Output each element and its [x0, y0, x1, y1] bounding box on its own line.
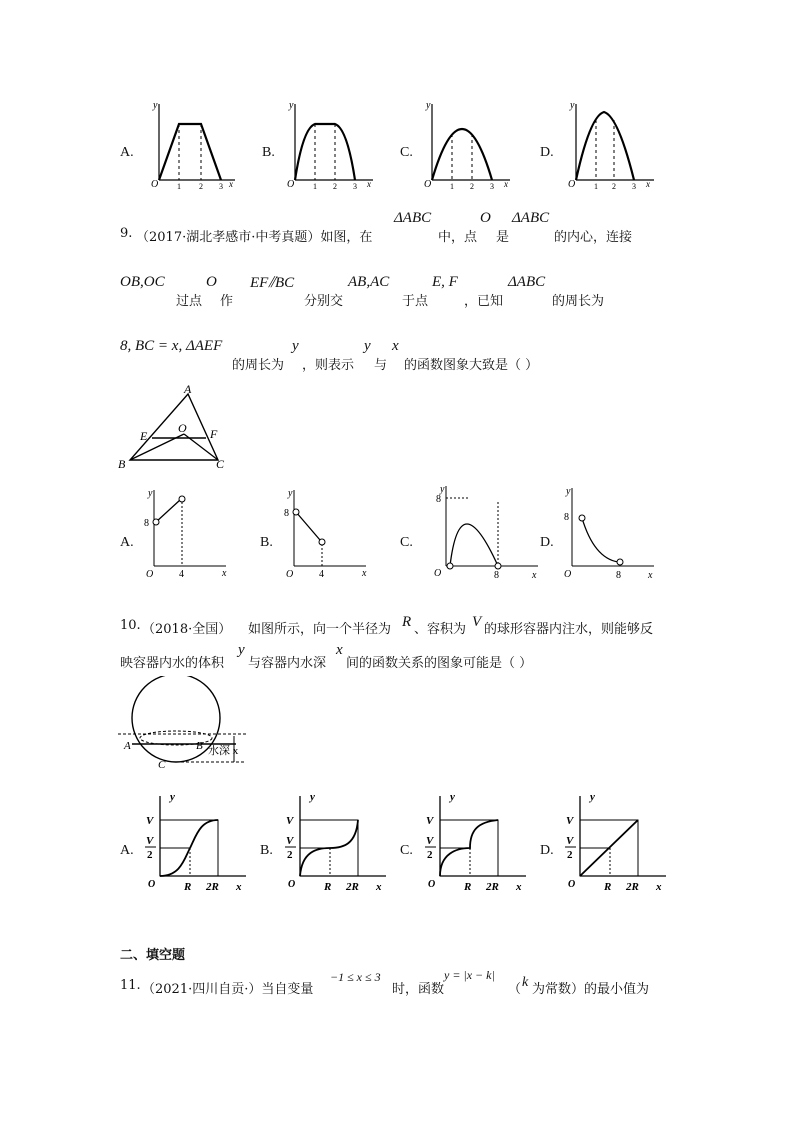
- q9-ob-oc: OB,OC: [120, 274, 165, 290]
- q9-source: （2017·湖北孝感市·中考真题）如图，在: [136, 230, 373, 245]
- q10c-origin-label: O: [428, 879, 436, 890]
- q9-text-tail: 的函数图象大致是（ ）: [404, 358, 539, 373]
- q8a-tick-2: 2: [199, 182, 203, 190]
- q9-text-mid: 中，点: [438, 230, 478, 245]
- section-title: 二、填空题: [120, 948, 186, 963]
- q9-ab-ac: AB,AC: [348, 274, 390, 290]
- q9-points-ef: E, F: [432, 274, 458, 290]
- q10-fig-label-c: C: [158, 759, 166, 770]
- q8-graph-d: [566, 98, 658, 190]
- q10-option-c-label: C.: [400, 843, 413, 858]
- q8c-origin-label: O: [424, 179, 432, 190]
- q10-text-6: 间的函数关系的图象可能是（ ）: [346, 656, 533, 671]
- q8b-tick-2: 2: [333, 182, 337, 190]
- q8d-tick-3: 3: [632, 182, 636, 190]
- q9-fig-label-c: C: [216, 457, 225, 470]
- q10-number: 10.: [120, 618, 141, 633]
- q10b-half-v-den: 2: [287, 849, 293, 861]
- q8b-tick-3: 3: [353, 182, 357, 190]
- q10-graph-a: [142, 790, 252, 894]
- q9-var-y-2: y: [364, 338, 371, 354]
- q11-range: −1 ≤ x ≤ 3: [330, 970, 381, 984]
- q10b-x-label: x: [376, 881, 382, 893]
- q8c-tick-2: 2: [470, 182, 474, 190]
- q10b-r-label: R: [324, 881, 332, 893]
- q8-option-c-label: C.: [400, 145, 413, 160]
- q8b-tick-1: 1: [313, 182, 317, 190]
- q10-text-2: 、容积为: [414, 622, 467, 637]
- q9d-origin-label: O: [564, 569, 572, 580]
- q9-graph-d: [560, 484, 660, 580]
- q10a-half-v-den: 2: [147, 849, 153, 861]
- q10-var-y: y: [238, 642, 245, 658]
- q9-option-c-label: C.: [400, 535, 413, 550]
- q10b-half-v-num: V: [286, 835, 294, 847]
- q10-text-1: 如图所示，向一个半径为: [248, 622, 392, 637]
- q9c-eight-label: 8: [436, 494, 441, 505]
- q8c-tick-3: 3: [490, 182, 494, 190]
- q10a-half-v-num: V: [146, 835, 154, 847]
- q10d-origin-label: O: [568, 879, 576, 890]
- q10c-half-v-den: 2: [427, 849, 433, 861]
- q9-number: 9.: [120, 226, 133, 241]
- q9-option-a-label: A.: [120, 535, 134, 550]
- q9-condition: 8, BC = x, ΔAEF: [120, 338, 223, 354]
- q9c-x-label: x: [532, 570, 537, 580]
- q9-fig-label-e: E: [140, 429, 148, 443]
- q9-ef-parallel-bc: EF⫽BC: [250, 275, 295, 291]
- q11-var-k: k: [522, 975, 529, 990]
- q8a-y-label: y: [153, 100, 158, 111]
- q9c-origin-label: O: [434, 568, 442, 579]
- q9c-eight-x-label: 8: [494, 570, 499, 580]
- q10-fig-depth-label: 水深 x: [208, 745, 239, 757]
- q10-var-r: R: [402, 614, 412, 630]
- q8c-x-label: x: [504, 179, 508, 189]
- q8d-tick-1: 1: [594, 182, 598, 190]
- q10d-y-label: y: [590, 791, 595, 803]
- q8-option-b-label: B.: [262, 145, 275, 160]
- q9-text-is: 是: [496, 230, 510, 245]
- q10-text-4: 映容器内水的体积: [120, 656, 225, 671]
- q9d-y-label: y: [566, 486, 571, 497]
- q9-text-known: ，已知: [464, 294, 504, 309]
- q8d-y-label: y: [570, 100, 575, 111]
- q8a-tick-3: 3: [219, 182, 223, 190]
- q10-graph-c: [422, 790, 532, 894]
- q9-point-o-2: O: [206, 274, 217, 290]
- q9-text-then: ，则表示: [302, 358, 355, 373]
- q8-graph-b: [285, 98, 377, 190]
- q8-graph-a: [147, 98, 239, 190]
- q10a-v-label: V: [146, 815, 154, 827]
- q9-var-x: x: [392, 338, 399, 354]
- q10-source: （2018·全国）: [142, 622, 232, 637]
- q9-text-perim: 的周长为: [552, 294, 605, 309]
- q10b-v-label: V: [286, 815, 294, 827]
- q10-var-v: V: [472, 614, 482, 630]
- q8a-origin-label: O: [151, 179, 159, 190]
- q10c-v-label: V: [426, 815, 434, 827]
- q10a-y-label: y: [170, 791, 175, 803]
- q10c-x-label: x: [516, 881, 522, 893]
- q10-graph-d: [562, 790, 672, 894]
- q9-triangle-abc-3: ΔABC: [508, 274, 546, 290]
- q8b-x-label: x: [367, 179, 371, 189]
- q9d-eight-x-label: 8: [616, 570, 621, 580]
- q9-triangle-abc: ΔABC: [394, 210, 432, 226]
- q8-option-d-label: D.: [540, 145, 554, 160]
- q10d-half-v-den: 2: [567, 849, 573, 861]
- q9b-origin-label: O: [286, 569, 294, 580]
- q10c-y-label: y: [450, 791, 455, 803]
- q10-option-b-label: B.: [260, 843, 273, 858]
- q11-source: （2021·四川自贡·）当自变量: [142, 982, 314, 997]
- q8a-tick-1: 1: [177, 182, 181, 190]
- q8d-tick-2: 2: [612, 182, 616, 190]
- q9-option-d-label: D.: [540, 535, 554, 550]
- q10-text-5: 与容器内水深: [248, 656, 327, 671]
- q10c-r-label: R: [464, 881, 472, 893]
- q8a-x-label: x: [229, 179, 233, 189]
- q10-option-a-label: A.: [120, 843, 134, 858]
- q8d-x-label: x: [646, 179, 650, 189]
- q10-graph-b: [282, 790, 392, 894]
- q8d-origin-label: O: [568, 179, 576, 190]
- q9a-origin-label: O: [146, 569, 154, 580]
- q9-point-o: O: [480, 210, 491, 226]
- q9-option-b-label: B.: [260, 535, 273, 550]
- q9-graph-c: [420, 482, 540, 580]
- q9d-eight-label: 8: [564, 512, 569, 523]
- q9b-four-label: 4: [319, 569, 324, 580]
- q10a-2r-label: 2R: [206, 881, 219, 893]
- q10b-y-label: y: [310, 791, 315, 803]
- q10d-v-label: V: [566, 815, 574, 827]
- q10c-2r-label: 2R: [486, 881, 499, 893]
- q10-sphere-figure: [118, 676, 260, 770]
- q9d-x-label: x: [648, 570, 653, 580]
- q9a-eight-label: 8: [144, 518, 149, 529]
- q8-graph-c: [422, 98, 514, 190]
- q8c-y-label: y: [426, 100, 431, 111]
- q9a-y-label: y: [148, 488, 153, 499]
- q10d-2r-label: 2R: [626, 881, 639, 893]
- q9-text-perim2: 的周长为: [232, 358, 285, 373]
- q10-text-3: 的球形容器内注水，则能够反: [484, 622, 654, 637]
- q10c-half-v-num: V: [426, 835, 434, 847]
- q9-triangle-abc-2: ΔABC: [512, 210, 550, 226]
- q9-text-atpts: 于点: [402, 294, 429, 309]
- q9b-x-label: x: [362, 568, 367, 579]
- q8b-y-label: y: [289, 100, 294, 111]
- q11-text-paren: （: [508, 982, 522, 997]
- q8-option-a-label: A.: [120, 145, 134, 160]
- q9c-y-label: y: [440, 484, 445, 495]
- q9-var-y: y: [292, 338, 299, 354]
- q10b-2r-label: 2R: [346, 881, 359, 893]
- q9a-four-label: 4: [179, 569, 184, 580]
- q9-graph-a: [140, 486, 230, 580]
- q9-text-incenter: 的内心，连接: [554, 230, 633, 245]
- q9-fig-label-f: F: [210, 427, 218, 441]
- q9-fig-label-o: O: [178, 421, 187, 435]
- q10b-origin-label: O: [288, 879, 296, 890]
- q9-text-meet: 分别交: [304, 294, 344, 309]
- q9-fig-label-a: A: [184, 384, 192, 396]
- q9-triangle-figure: [118, 384, 238, 470]
- q10a-origin-label: O: [148, 879, 156, 890]
- q11-text-const: 为常数）的最小值为: [532, 982, 650, 997]
- q11-function: y = |x − k|: [444, 968, 495, 982]
- q9-fig-label-b: B: [118, 457, 126, 470]
- q10-fig-label-a: A: [124, 740, 131, 752]
- q10d-half-v-num: V: [566, 835, 574, 847]
- q10-option-d-label: D.: [540, 843, 554, 858]
- q9-graph-b: [280, 486, 370, 580]
- q9-text-make: 作: [220, 294, 234, 309]
- q9b-eight-label: 8: [284, 508, 289, 519]
- q9b-y-label: y: [288, 488, 293, 499]
- q8c-tick-1: 1: [450, 182, 454, 190]
- q11-number: 11.: [120, 978, 141, 993]
- q9-text-through: 过点: [176, 294, 203, 309]
- q11-text-when: 时，函数: [392, 982, 445, 997]
- q8b-origin-label: O: [287, 179, 295, 190]
- q9-text-and: 与: [374, 358, 388, 373]
- q10-var-x: x: [336, 642, 343, 658]
- q9a-x-label: x: [222, 568, 227, 579]
- q10a-r-label: R: [184, 881, 192, 893]
- q10d-x-label: x: [656, 881, 662, 893]
- q10-fig-label-b: B: [196, 740, 203, 752]
- q10d-r-label: R: [604, 881, 612, 893]
- q10a-x-label: x: [236, 881, 242, 893]
